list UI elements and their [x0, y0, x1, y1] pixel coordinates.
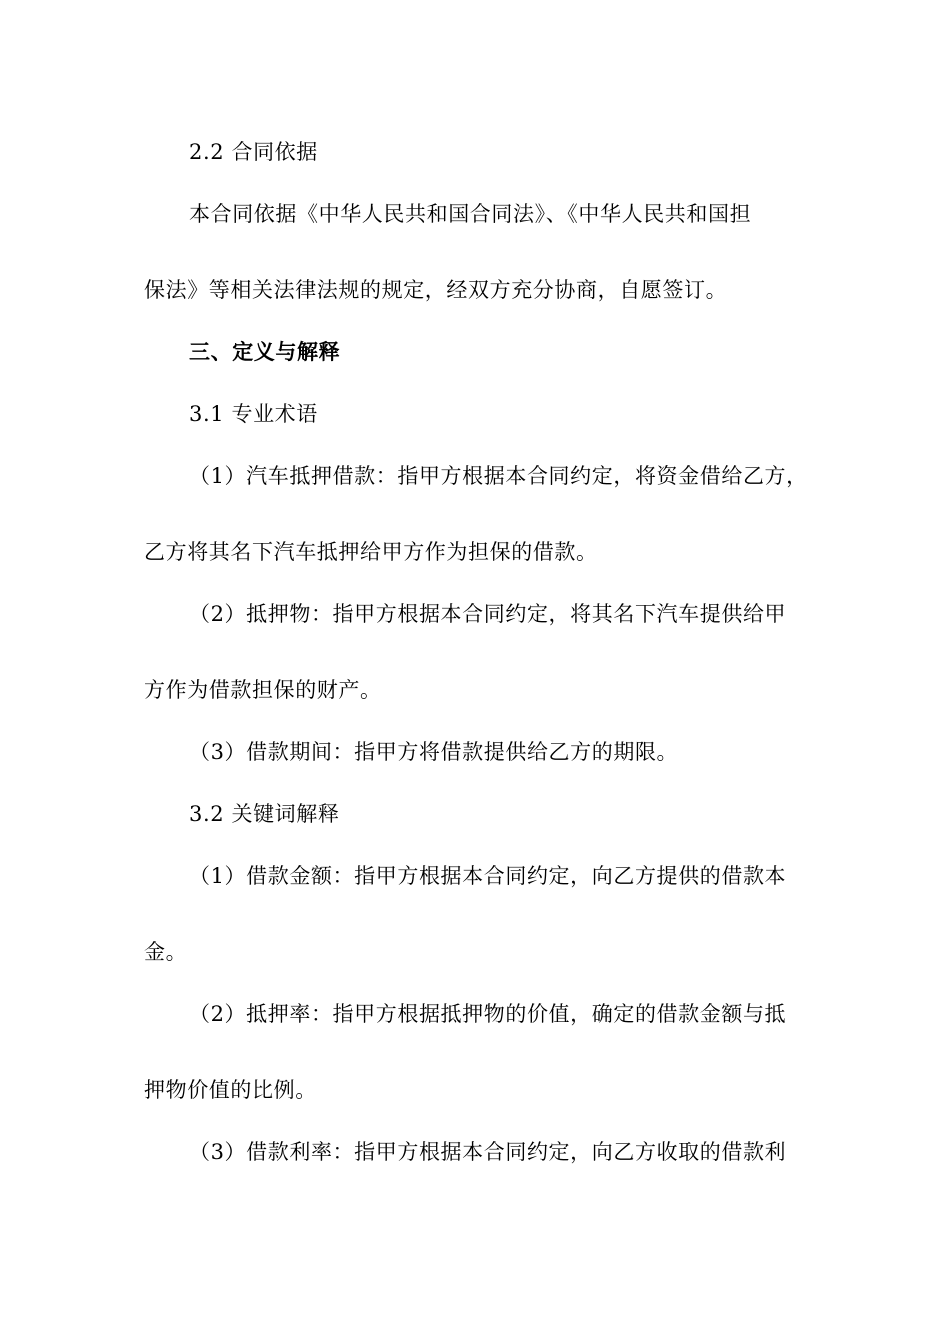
paragraph-line: 金。 — [144, 940, 188, 964]
definition-item: （1）汽车抵押借款：指甲方根据本合同约定，将资金借给乙方， — [189, 464, 808, 488]
paragraph-line: 乙方将其名下汽车抵押给甲方作为担保的借款。 — [144, 540, 598, 564]
subsection-heading-3-2: 3.2 关键词解释 — [189, 802, 340, 826]
paragraph-line: 押物价值的比例。 — [144, 1078, 317, 1102]
paragraph-line: 方作为借款担保的财产。 — [144, 678, 382, 702]
definition-item: （2）抵押率：指甲方根据抵押物的价值，确定的借款金额与抵 — [189, 1002, 787, 1026]
paragraph-line: 保法》等相关法律法规的规定，经双方充分协商，自愿签订。 — [144, 278, 728, 302]
paragraph-line: 本合同依据《中华人民共和国合同法》、《中华人民共和国担 — [189, 202, 752, 226]
subsection-heading-2-2: 2.2 合同依据 — [189, 140, 318, 164]
definition-item: （2）抵押物：指甲方根据本合同约定，将其名下汽车提供给甲 — [189, 602, 787, 626]
definition-item: （3）借款利率：指甲方根据本合同约定，向乙方收取的借款利 — [189, 1140, 787, 1164]
section-heading-3: 三、定义与解释 — [189, 339, 341, 364]
definition-item: （3）借款期间：指甲方将借款提供给乙方的期限。 — [189, 740, 679, 764]
subsection-heading-3-1: 3.1 专业术语 — [189, 402, 318, 426]
definition-item: （1）借款金额：指甲方根据本合同约定，向乙方提供的借款本 — [189, 864, 787, 888]
